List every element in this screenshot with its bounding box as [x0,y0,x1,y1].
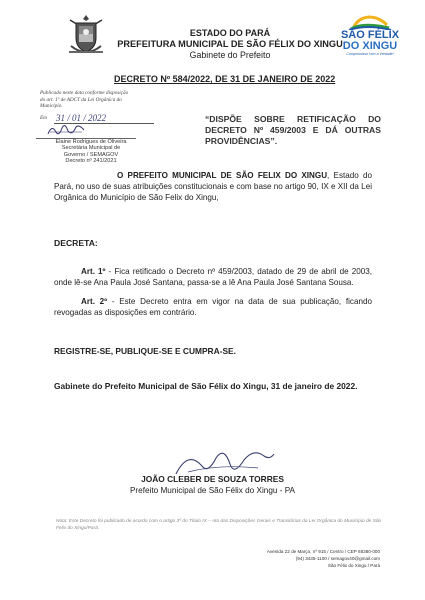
mayor-title: Prefeito Municipal de São Félix do Xingu - PA [129,486,296,495]
footer-address-block [232,548,380,569]
brand-line1: SÃO FÉLIX [340,29,400,41]
stamp-signer-role2: Governo / SEMAGOV [63,151,119,158]
article-2 [54,296,372,318]
header-office: Gabinete do Prefeito [189,50,271,60]
stamp-line1: Publicado neste data conforme disposição [40,90,129,96]
mayor-signature-block [100,474,325,496]
decree-summary: “DISPÕE SOBRE RETIFICAÇÃO DO DECRETO Nº 459/2003 E DÁ OUTRAS PROVIDÊNCIAS”. [205,114,381,146]
closing-line: Gabinete do Prefeito Municipal de São Félix do Xingu, 31 de janeiro de 2022. [54,381,358,391]
article-1 [54,266,372,288]
stamp-date: 31 / 01 / 2022 [56,113,107,123]
intro-rest: , Estado do Pará, no uso de suas atribuições constitucionais e com base no artigo 90, IX e XII da Lei Orgânica do Município de São Felix do Xingu, [54,171,372,202]
secretary-signature-icon [46,122,86,138]
article-2-label: Art. 2º [81,297,108,306]
stamp-line3: Município. [40,103,63,109]
article-1-label: Art. 1º [81,267,106,276]
stamp-date-prefix: Em [40,115,47,121]
stamp-signer-name: Elaine Rodrigues de Oliveira [55,139,127,145]
article-1-text: - Fica retificado o Decreto nº 459/2003, datado de 29 de abril de 2003, onde lê-se Ana Paula José Santana, passa-se a lê Ana Paula José Santana Sousa. [54,267,372,287]
stamp-signer-role1: Secretária Municipal de [61,145,121,152]
mayor-name: JOÃO CLEBER DE SOUZA TORRES [141,474,284,484]
intro-bold: O PREFEITO MUNICIPAL DE SÃO FELIX DO XINGU [117,171,328,180]
stamp-signer-role3: Decreto nº 241/2021 [65,157,117,164]
brand-wave-icon [347,14,393,30]
intro-paragraph [54,170,372,203]
article-2-text: - Este Decreto entra em vigor na data de sua publicação, ficando revogadas as disposições em contrário. [54,297,372,317]
decreta-heading: DECRETA: [54,238,98,248]
footer-city: São Félix do Xingu / Pará [327,563,380,568]
stamp-signer [36,139,146,164]
publication-stamp [40,90,160,110]
brand-tagline: Compromisso com a Verdade! [346,52,394,56]
header-prefecture: PREFEITURA MUNICIPAL DE SÃO FÉLIX DO XINGU [117,39,343,49]
stamp-line2: do art. 1º de ADCT da Lei Orgânica do [40,96,122,103]
header-block [100,28,360,61]
brand-line2: DO XINGU [342,40,398,52]
decree-title: DECRETO Nº 584/2022, DE 31 DE JANEIRO DE 2022 [114,74,336,84]
footnote: Nota: Este Decreto foi publicado de acordo com o artigo 3º do Título IX – Ato das Disposições Gerais e Transitórias da Lei Orgânica do Município de São Felix do Xingu/Pará. [56,519,382,531]
footer-address: Avenida 22 de Março, nº 915 / Centro / CEP 68380-000 [266,549,380,554]
header-state: ESTADO DO PARÁ [189,28,271,38]
municipal-brand-logo [336,14,404,62]
footer-contact: (94) 3435-1100 / semagov40@gmail.com [295,556,380,561]
register-line: REGISTRE-SE, PUBLIQUE-SE E CUMPRA-SE. [54,346,236,356]
